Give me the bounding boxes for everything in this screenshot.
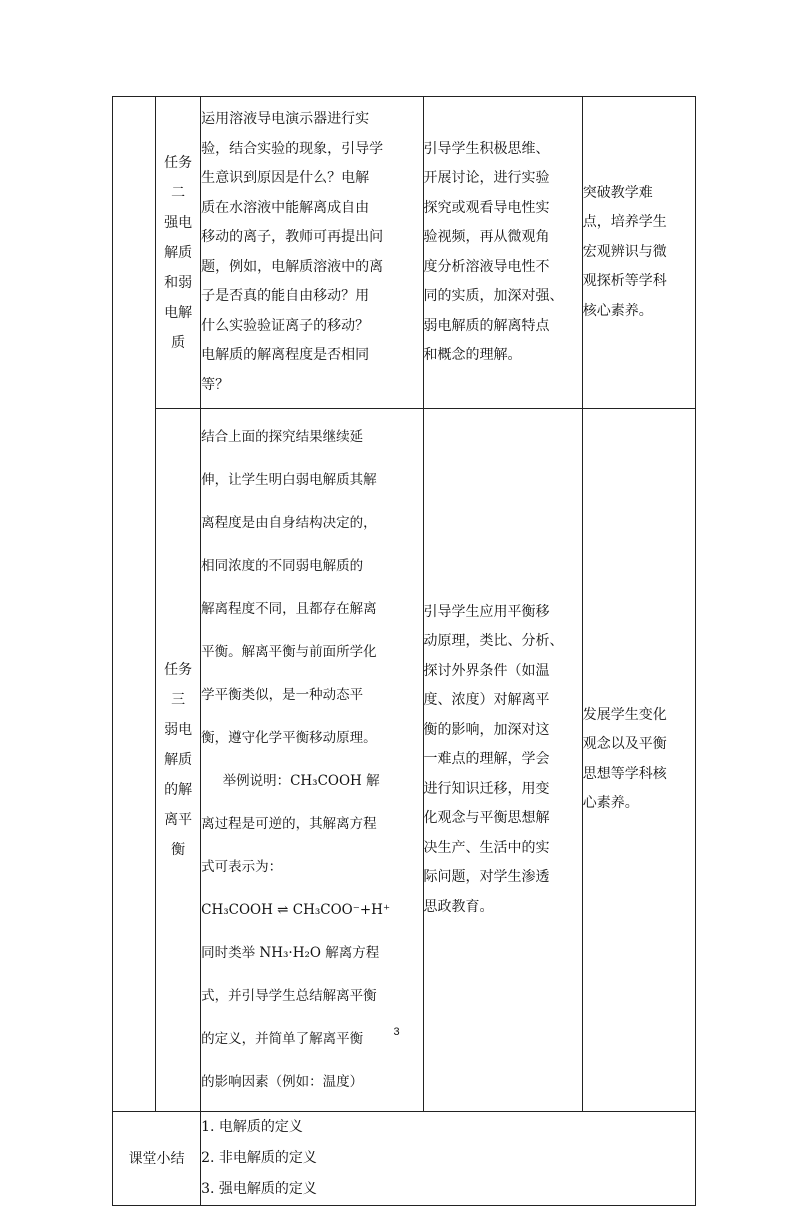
task3-label-line: 解质 — [164, 751, 193, 768]
task3-activity-line: 决生产、生活中的实 — [423, 839, 550, 856]
task2-activity-line: 弱电解质的解离特点 — [423, 317, 550, 334]
summary-item: 3. 强电解质的定义 — [201, 1180, 317, 1197]
task3-content-line: 学平衡类似，是一种动态平 — [201, 686, 364, 703]
task2-content-line: 验，结合实验的现象，引导学 — [201, 140, 384, 157]
task2-activity-line: 和概念的理解。 — [423, 347, 522, 363]
task3-activity-line: 化观念与平衡思想解 — [423, 810, 550, 826]
task3-intent-line: 心素养。 — [582, 795, 639, 812]
table-row-task2 — [113, 97, 696, 409]
task3-activity-line: 进行知识迁移，用变 — [423, 780, 550, 797]
summary-label: 课堂小结 — [113, 1111, 201, 1205]
task2-content-line: 什么实验验证离子的移动？ — [201, 317, 370, 334]
task3-content-line: 的定义，并简单了解离平衡 — [201, 1030, 364, 1047]
task2-content-line: 电解质的解离程度是否相同 — [201, 347, 370, 363]
task3-label-line: 弱电 — [164, 721, 193, 738]
task3-activity-line: 一难点的理解，学会 — [423, 751, 550, 767]
task2-content-line: 运用溶液导电演示器进行实 — [201, 111, 370, 127]
task3-label-line: 三 — [171, 691, 186, 708]
task3-content — [201, 409, 423, 1112]
stage-cell — [113, 97, 156, 1112]
task3-label-line: 衡 — [171, 841, 186, 858]
task2-activity — [423, 97, 582, 409]
task3-content-line: 离过程是可逆的，其解离方程 — [201, 815, 377, 832]
task2-content-line: 等？ — [201, 376, 230, 393]
task2-activity-line: 引导学生积极思维、 — [423, 140, 550, 157]
summary-item: 2. 非电解质的定义 — [201, 1149, 317, 1166]
task3-activity-line: 引导学生应用平衡移 — [423, 603, 550, 620]
task2-activity-line: 探究或观看导电性实 — [423, 199, 550, 216]
task3-activity-line: 探讨外界条件（如温 — [423, 662, 550, 679]
task2-content-line: 质在水溶液中能解离成自由 — [201, 199, 370, 216]
task2-content — [201, 97, 423, 409]
task2-intent-line: 突破教学难 — [582, 184, 653, 201]
table-row-summary — [113, 1111, 696, 1205]
task3-intent — [582, 409, 695, 1112]
task2-label-line: 任务 — [164, 154, 193, 171]
task3-activity-line: 际问题，对学生渗透 — [423, 869, 550, 885]
task3-label-line: 的解 — [164, 781, 193, 798]
task2-intent-line: 核心素养。 — [582, 302, 653, 319]
task2-content-line: 移动的离子，教师可再提出问 — [201, 229, 384, 245]
task3-activity — [423, 409, 582, 1112]
task3-content-line: 相同浓度的不同弱电解质的 — [201, 557, 364, 574]
task2-intent — [582, 97, 695, 409]
task3-activity-line: 动原理，类比、分析、 — [423, 633, 564, 649]
page-number: 3 — [393, 1026, 400, 1038]
task3-content-line: 举例说明：CH₃COOH 解 — [201, 772, 380, 789]
task2-content-line: 生意识到原因是什么？电解 — [201, 170, 370, 186]
task3-content-line: 式，并引导学生总结解离平衡 — [201, 987, 377, 1004]
task3-label — [156, 409, 201, 1112]
task3-activity-line: 衡的影响，加深对这 — [423, 721, 550, 738]
summary-list — [201, 1111, 696, 1205]
task2-activity-line: 度分析溶液导电性不 — [423, 258, 550, 275]
task2-activity-line: 验视频，再从微观角 — [423, 229, 550, 245]
task2-content-line: 题，例如，电解质溶液中的离 — [201, 258, 384, 275]
task3-content-line: 式可表示为： — [201, 858, 283, 875]
task2-activity-line: 开展讨论，进行实验 — [423, 170, 550, 186]
task3-content-line: 的影响因素（例如：温度） — [201, 1073, 364, 1090]
task2-intent-line: 点，培养学生 — [582, 214, 667, 231]
task3-content-line: 同时类举 NH₃·H₂O 解离方程 — [201, 944, 380, 961]
task2-content-line: 子是否真的能自由移动？用 — [201, 288, 370, 304]
task3-intent-line: 发展学生变化 — [582, 706, 667, 723]
task3-label-line: 离平 — [164, 811, 193, 828]
task3-equation: CH₃COOH ⇌ CH₃COO⁻+H⁺ — [201, 901, 391, 918]
summary-item: 1. 电解质的定义 — [201, 1118, 303, 1135]
task3-content-line: 伸，让学生明白弱电解质其解 — [201, 471, 377, 488]
task3-intent-line: 思想等学科核 — [582, 765, 667, 782]
task2-label-line: 二 — [171, 184, 186, 201]
table-row-task3 — [113, 409, 696, 1112]
task3-content-line: 衡，遵守化学平衡移动原理。 — [201, 729, 377, 746]
task2-activity-line: 同的实质，加深对强、 — [423, 288, 564, 304]
task3-label-line: 任务 — [164, 661, 193, 678]
task3-content-line: 平衡。解离平衡与前面所学化 — [201, 643, 377, 660]
task2-label — [156, 97, 201, 409]
task2-label-line: 解质 — [164, 244, 193, 261]
task3-intent-line: 观念以及平衡 — [582, 736, 667, 753]
lesson-plan-table — [112, 96, 696, 1206]
task2-label-line: 电解 — [164, 304, 193, 321]
task2-label-line: 强电 — [164, 214, 193, 231]
task3-content-line: 解离程度不同，且都存在解离 — [201, 600, 377, 617]
task3-content-line: 离程度是由自身结构决定的， — [201, 514, 377, 531]
task2-intent-line: 观探析等学科 — [582, 273, 667, 290]
task2-label-line: 质 — [171, 334, 186, 351]
task2-label-line: 和弱 — [164, 274, 193, 291]
task3-activity-line: 度、浓度）对解离平 — [423, 692, 550, 708]
task2-intent-line: 宏观辨识与微 — [582, 243, 667, 260]
task3-activity-line: 思政教育。 — [423, 898, 494, 915]
task3-content-line: 结合上面的探究结果继续延 — [201, 428, 364, 445]
